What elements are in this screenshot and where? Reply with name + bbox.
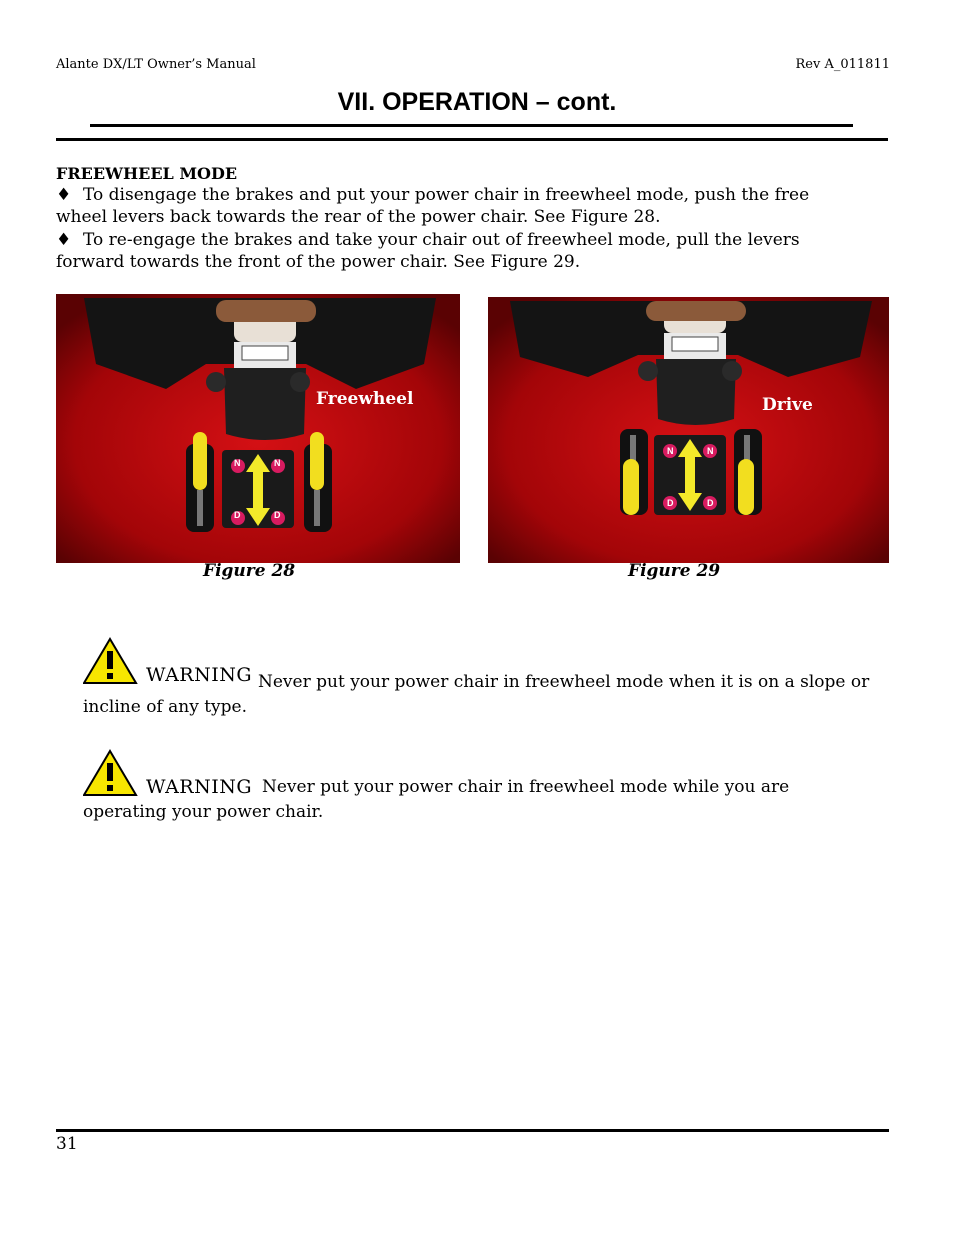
warning-word: WARNING [146,664,253,686]
footer-rule [56,1129,889,1132]
bullet-text-line-2: forward towards the front of the power chair. See Figure 29. [56,252,581,272]
lock-d-letter: D [234,510,241,520]
bullet-paragraph-2 [56,229,866,273]
drive-label: Drive [762,395,813,415]
bullet-text-line-1: To disengage the brakes and put your power chair in freewheel mode, push the free [83,185,810,205]
warning-block-2 [83,749,138,801]
bullet-symbol: ♦ [56,185,72,205]
warning-1-line-2: incline of any type. [83,697,247,717]
warning-2-line-1: Never put your power chair in freewheel mode while you are [262,777,790,797]
figure-29-caption: Figure 29 [628,561,721,581]
warning-2-line-2: operating your power chair. [83,802,324,822]
page-title: VII. OPERATION – cont. [337,88,617,116]
revision-header: Rev A_011811 [795,57,890,72]
lock-n-letter: N [667,446,674,456]
warning-1-line-1: Never put your power chair in freewheel mode when it is on a slope or [258,672,870,692]
page-number: 31 [56,1134,78,1154]
figure-28-photo [56,294,460,563]
bullet-text-line-1: To re-engage the brakes and take your chair out of freewheel mode, pull the levers [83,230,800,250]
bullet-paragraph-1 [56,184,866,228]
lock-d-letter: D [707,498,714,508]
warning-triangle-icon [83,637,138,685]
figure-28-caption: Figure 28 [203,561,296,581]
bullet-line [56,229,866,251]
title-underline [90,124,853,127]
title-rule [56,138,888,141]
bullet-text-line-2: wheel levers back towards the rear of the power chair. See Figure 28. [56,207,661,227]
warning-word: WARNING [146,776,253,798]
warning-triangle-icon [83,749,138,797]
lock-n-letter: N [707,446,714,456]
lock-n-letter: N [274,458,281,468]
freewheel-label: Freewheel [316,389,414,409]
bullet-symbol: ♦ [56,230,72,250]
section-heading: FREEWHEEL MODE [56,164,238,183]
lock-d-letter: D [274,510,281,520]
warning-block-1 [83,637,138,689]
drive-lever-illustration [488,297,889,563]
document-title-header: Alante DX/LT Owner’s Manual [56,57,256,72]
figure-29-photo [488,297,889,563]
bullet-line [56,184,866,206]
freewheel-lever-illustration [56,294,460,563]
lock-n-letter: N [234,458,241,468]
lock-d-letter: D [667,498,674,508]
